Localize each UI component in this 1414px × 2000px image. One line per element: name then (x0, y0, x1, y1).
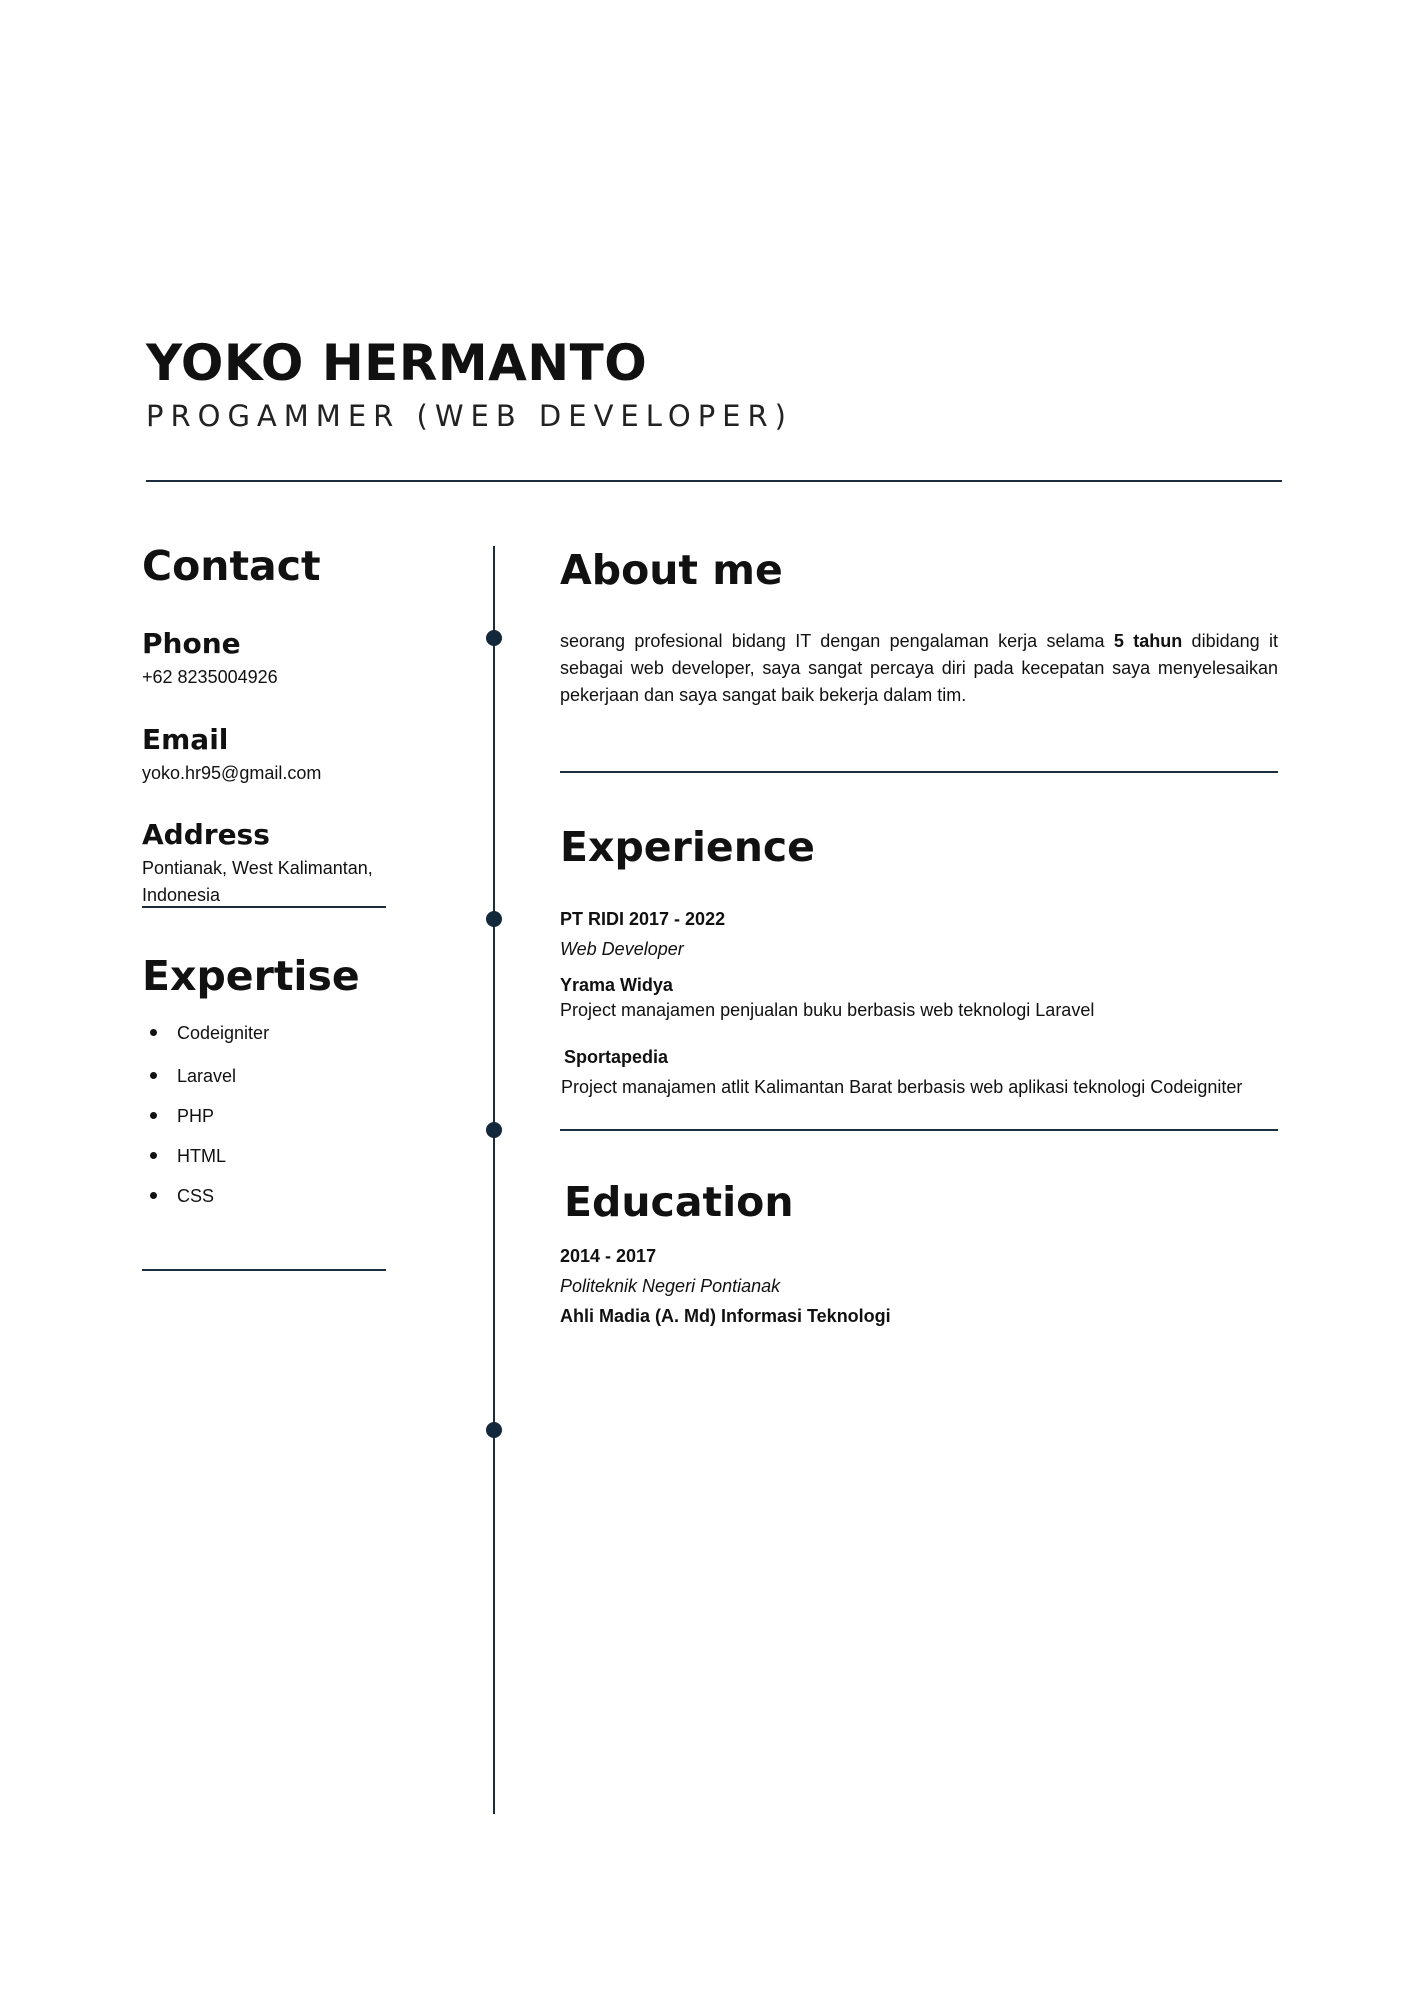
education-years: 2014 - 2017 (560, 1246, 657, 1266)
resume-title: PROGAMMER (WEB DEVELOPER) (146, 399, 793, 433)
list-item (150, 1065, 236, 1087)
contact-heading: Contact (142, 542, 321, 590)
education-heading: Education (564, 1178, 794, 1226)
address-label: Address (142, 818, 270, 851)
timeline-dot (486, 630, 502, 646)
experience-heading: Experience (560, 823, 815, 871)
project-name: Yrama Widya (560, 975, 673, 995)
bullet-icon (150, 1152, 157, 1159)
skill-label: Codeigniter (177, 1023, 270, 1043)
bullet-icon (150, 1112, 157, 1119)
header-divider (146, 480, 1282, 482)
skill-label: PHP (177, 1106, 215, 1126)
bullet-icon (150, 1192, 157, 1199)
resume-name: YOKO HERMANTO (146, 334, 648, 392)
list-item (150, 1145, 226, 1167)
experience-divider (560, 1129, 1278, 1131)
about-divider (560, 771, 1278, 773)
bullet-icon (150, 1072, 157, 1079)
skill-label: Laravel (177, 1066, 237, 1086)
list-item (150, 1105, 214, 1127)
email-label: Email (142, 723, 229, 756)
timeline-dot (486, 1122, 502, 1138)
address-line-1: Pontianak, West Kalimantan, (142, 858, 373, 878)
skill-label: CSS (177, 1186, 215, 1206)
timeline-line (493, 546, 495, 1814)
education-school: Politeknik Negeri Pontianak (560, 1276, 781, 1296)
about-text-end: dibidang it sebagai web developer, saya sangat percaya diri pada kecepatan saya menyelesaikan pekerjaan dan saya sangat baik bekerja dalam tim. (560, 631, 1278, 705)
list-item (150, 1185, 214, 1207)
education-degree: Ahli Madia (A. Md) Informasi Teknologi (560, 1306, 891, 1326)
experience-role: Web Developer (560, 939, 684, 959)
experience-company: PT RIDI 2017 - 2022 (560, 909, 726, 929)
bullet-icon (150, 1029, 157, 1036)
timeline-dot (486, 1422, 502, 1438)
project-name: Sportapedia (564, 1047, 669, 1067)
expertise-heading: Expertise (142, 952, 360, 1000)
email-value: yoko.hr95@gmail.com (142, 763, 322, 783)
project-description: Project manajamen penjualan buku berbasis web teknologi Laravel (560, 1000, 1095, 1020)
phone-label: Phone (142, 627, 241, 660)
about-text (560, 628, 1278, 709)
project-description: Project manajamen atlit Kalimantan Barat berbasis web aplikasi teknologi Codeigniter (561, 1077, 1243, 1097)
about-heading: About me (560, 546, 783, 594)
address-line-2: Indonesia (142, 885, 221, 905)
skill-label: HTML (177, 1146, 226, 1166)
about-highlight: 5 tahun (1113, 631, 1183, 651)
timeline-dot (486, 911, 502, 927)
list-item (150, 1022, 269, 1044)
expertise-divider (142, 1269, 386, 1271)
about-text-start: seorang profesional bidang IT dengan pengalaman kerja selama (560, 631, 1114, 651)
phone-value: +62 8235004926 (142, 667, 278, 687)
contact-divider (142, 906, 386, 908)
